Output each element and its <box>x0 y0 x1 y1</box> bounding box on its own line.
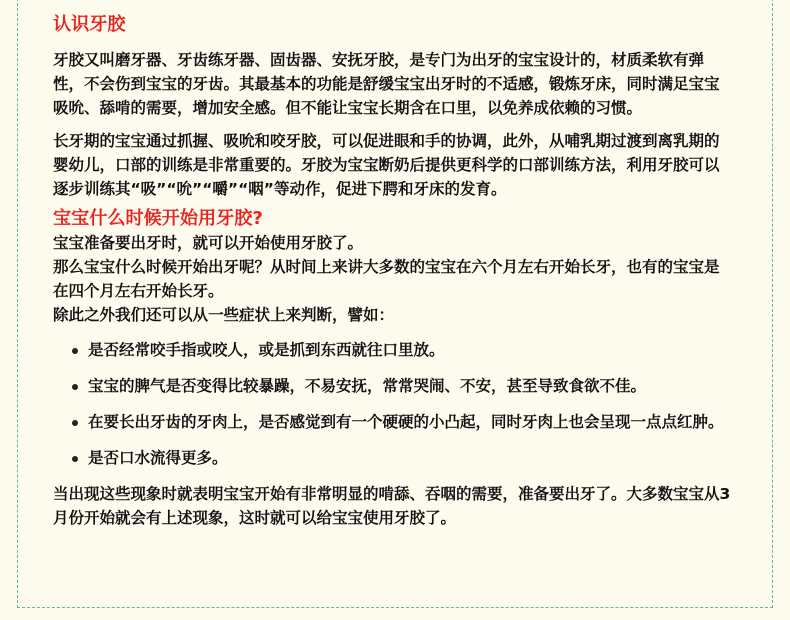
symptom-text: 宝宝的脾气是否变得比较暴躁，不易安抚，常常哭闹、不安，甚至导致食欲不佳。 <box>88 377 647 395</box>
bullet-icon <box>72 348 78 354</box>
symptoms-intro-line: 除此之外我们还可以从一些症状上来判断，譬如： <box>53 306 395 324</box>
closing-paragraph: 当出现这些现象时就表明宝宝开始有非常明显的啃舔、吞咽的需要，准备要出牙了。大多数宝宝从3月份开始就会有上述现象，这时就可以给宝宝使用牙胶了。 <box>53 485 731 527</box>
section-heading-teether: 认识牙胶 <box>53 14 126 35</box>
teether-intro-paragraph: 牙胶又叫磨牙器、牙齿练牙器、固齿器、安抚牙胶，是专门为出牙的宝宝设计的，材质柔软有弹性，不会伤到宝宝的牙齿。其最基本的功能是舒缓宝宝出牙时的不适感，锻炼牙床，同时满足宝宝吸吮、舔啃的需要，增加安全感。但不能让宝宝长期含在口里，以免养成依赖的习惯。 <box>53 51 720 117</box>
symptom-list-item <box>53 446 733 470</box>
symptom-list-item <box>53 374 733 398</box>
symptom-list-item <box>53 338 733 362</box>
bullet-icon <box>72 420 78 426</box>
bullet-icon <box>72 456 78 462</box>
teether-benefit-paragraph: 长牙期的宝宝通过抓握、吸吮和咬牙胶，可以促进眼和手的协调，此外，从哺乳期过渡到离乳期的婴幼儿，口部的训练是非常重要的。牙胶为宝宝断奶后提供更科学的口部训练方法，利用牙胶可以逐步训练其“吸”“吮”“嚼”“咽”等动作，促进下腭和牙床的发育。 <box>53 132 720 198</box>
article-content <box>53 13 733 530</box>
symptom-text: 是否口水流得更多。 <box>88 449 228 467</box>
symptom-list <box>53 338 733 470</box>
section-heading-when-to-use: 宝宝什么时候开始用牙胶? <box>53 208 263 229</box>
symptom-text: 是否经常咬手指或咬人，或是抓到东西就往口里放。 <box>88 341 445 359</box>
symptom-text: 在要长出牙齿的牙肉上，是否感觉到有一个硬硬的小凸起，同时牙肉上也会呈现一点点红肿。 <box>88 413 724 431</box>
bullet-icon <box>72 384 78 390</box>
teething-age-line: 那么宝宝什么时候开始出牙呢？从时间上来讲大多数的宝宝在六个月左右开始长牙，也有的宝宝是在四个月左右开始长牙。 <box>53 258 720 300</box>
ready-line: 宝宝准备要出牙时，就可以开始使用牙胶了。 <box>53 234 364 252</box>
symptom-list-item <box>53 410 733 434</box>
